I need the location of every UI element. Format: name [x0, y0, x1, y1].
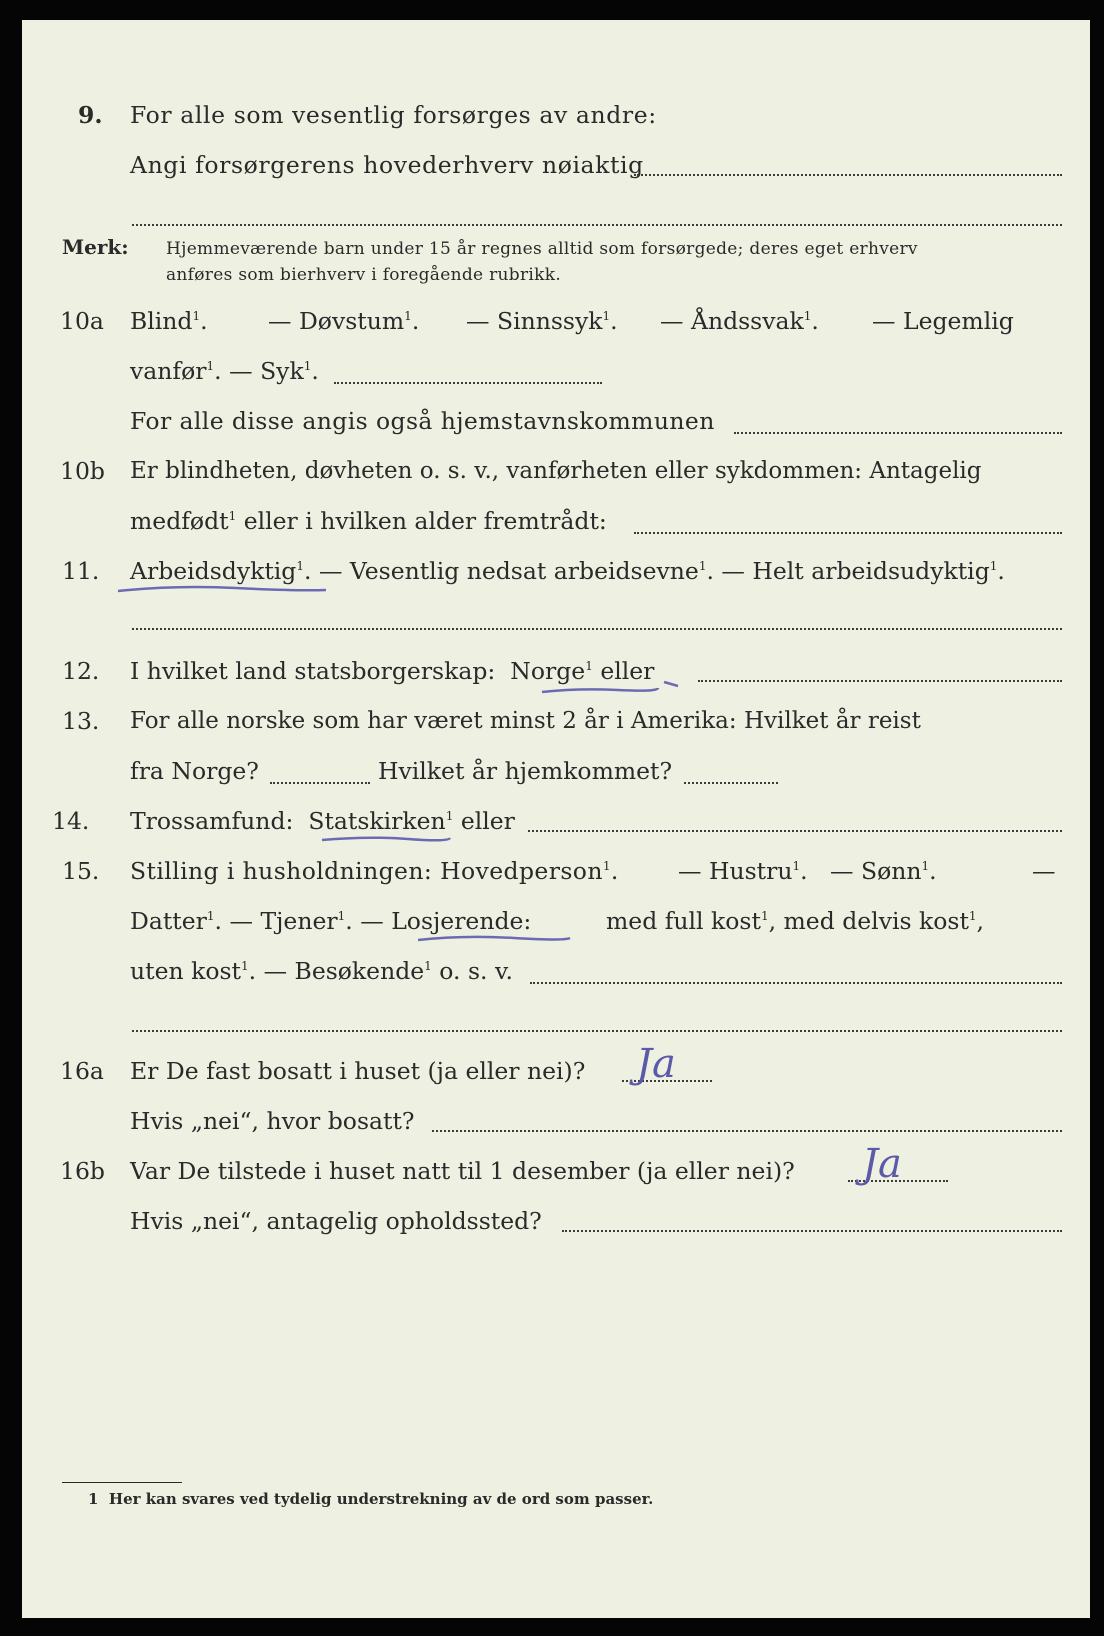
q16a-number: 16a [60, 1057, 104, 1085]
q16b-number: 16b [60, 1157, 105, 1185]
q12-answer-line [698, 680, 1062, 682]
q15-line1-d: — [1032, 857, 1056, 885]
q10a-item-blind: Blind$^1$. [130, 307, 208, 335]
q13-line2b: Hvilket år hjemkommet? [378, 757, 673, 785]
q16b-handwritten-answer: Ja [862, 1141, 902, 1187]
q15-line1-b: — Hustru$^1$. [678, 857, 808, 885]
q16a-bosatt-answer-line [432, 1130, 1062, 1132]
q9-answer-line [634, 174, 1062, 176]
merk-line1: Hjemmeværende barn under 15 år regnes alltid som forsørgede; deres eget erhverv [166, 239, 918, 259]
footnote-separator [62, 1482, 182, 1483]
q15-number: 15. [62, 857, 100, 885]
q12-line: I hvilket land statsborgerskap: Norge$^1$ eller [130, 657, 655, 685]
q10a-syk-answer-line [334, 382, 602, 384]
q15-answer-line-2 [132, 1030, 1062, 1032]
q10a-item-andssvak: — Åndssvak$^1$. [660, 307, 819, 335]
q16b-line1: Var De tilstede i huset natt til 1 desember (ja eller nei)? [130, 1157, 795, 1185]
q11-underline-mark [116, 582, 336, 596]
q9-answer-line-2 [132, 224, 1062, 226]
q11-line: Arbeidsdyktig$^1$. — Vesentlig nedsat arbeidsevne$^1$. — Helt arbeidsudyktig$^1$. [130, 557, 1005, 585]
q14-line: Trossamfund: Statskirken$^1$ eller [130, 807, 515, 835]
q10a-number: 10a [60, 307, 104, 335]
q16a-line2: Hvis „nei“, hvor bosatt? [130, 1107, 415, 1135]
q9-number: 9. [78, 101, 103, 129]
q11-number: 11. [62, 557, 100, 585]
merk-label: Merk: [62, 235, 129, 259]
q13-year-left-answer-line [270, 782, 370, 784]
q13-year-returned-answer-line [684, 782, 778, 784]
footnote: 1 Her kan svares ved tydelig understrekning av de ord som passer. [88, 1490, 654, 1508]
q14-answer-line [528, 830, 1062, 832]
q9-line1: For alle som vesentlig forsørges av andre: [130, 101, 657, 129]
q10b-line2: medfødt$^1$ eller i hvilken alder fremtrådt: [130, 507, 607, 535]
q13-line2a: fra Norge? [130, 757, 259, 785]
q13-number: 13. [62, 707, 100, 735]
q10a-item-sinnssyk: — Sinnssyk$^1$. [466, 307, 618, 335]
q10a-line3: For alle disse angis også hjemstavnskommunen [130, 407, 715, 435]
q15-underline-mark [414, 932, 574, 946]
q16a-handwritten-answer: Ja [636, 1041, 676, 1087]
q16b-line2: Hvis „nei“, antagelig opholdssted? [130, 1207, 542, 1235]
census-form-page [22, 20, 1090, 1618]
q15-line2-b: med full kost$^1$, med delvis kost$^1$, [606, 907, 985, 935]
q16b-opholdssted-answer-line [562, 1230, 1062, 1232]
q12-number: 12. [62, 657, 100, 685]
q15-line2-a: Datter$^1$. — Tjener$^1$. — Losjerende: [130, 907, 532, 935]
q10b-number: 10b [60, 457, 105, 485]
q15-line1-c: — Sønn$^1$. [830, 857, 937, 885]
q15-answer-line [530, 982, 1062, 984]
q13-line1: For alle norske som har været minst 2 år i Amerika: Hvilket år reist [130, 708, 921, 734]
q10a-line2: vanfør$^1$. — Syk$^1$. [130, 357, 319, 385]
q11-answer-line [132, 628, 1062, 630]
q14-number: 14. [52, 807, 90, 835]
q16a-line1: Er De fast bosatt i huset (ja eller nei)? [130, 1057, 586, 1085]
q14-underline-mark [318, 832, 458, 846]
q10b-answer-line [634, 532, 1062, 534]
q15-line1-a: Stilling i husholdningen: Hovedperson$^1$. [130, 857, 619, 885]
q10b-line1: Er blindheten, døvheten o. s. v., vanførheten eller sykdommen: Antagelig [130, 458, 982, 484]
q12-underline-mark [538, 678, 698, 700]
q15-line3: uten kost$^1$. — Besøkende$^1$ o. s. v. [130, 957, 513, 985]
merk-line2: anføres som bierhverv i foregående rubrikk. [166, 265, 562, 285]
q9-line2: Angi forsørgerens hovederhverv nøiaktig [130, 151, 644, 179]
q10a-item-dovstum: — Døvstum$^1$. [268, 307, 420, 335]
q10a-item-legemlig: — Legemlig [872, 307, 1014, 335]
q10a-hjemstavn-answer-line [734, 432, 1062, 434]
